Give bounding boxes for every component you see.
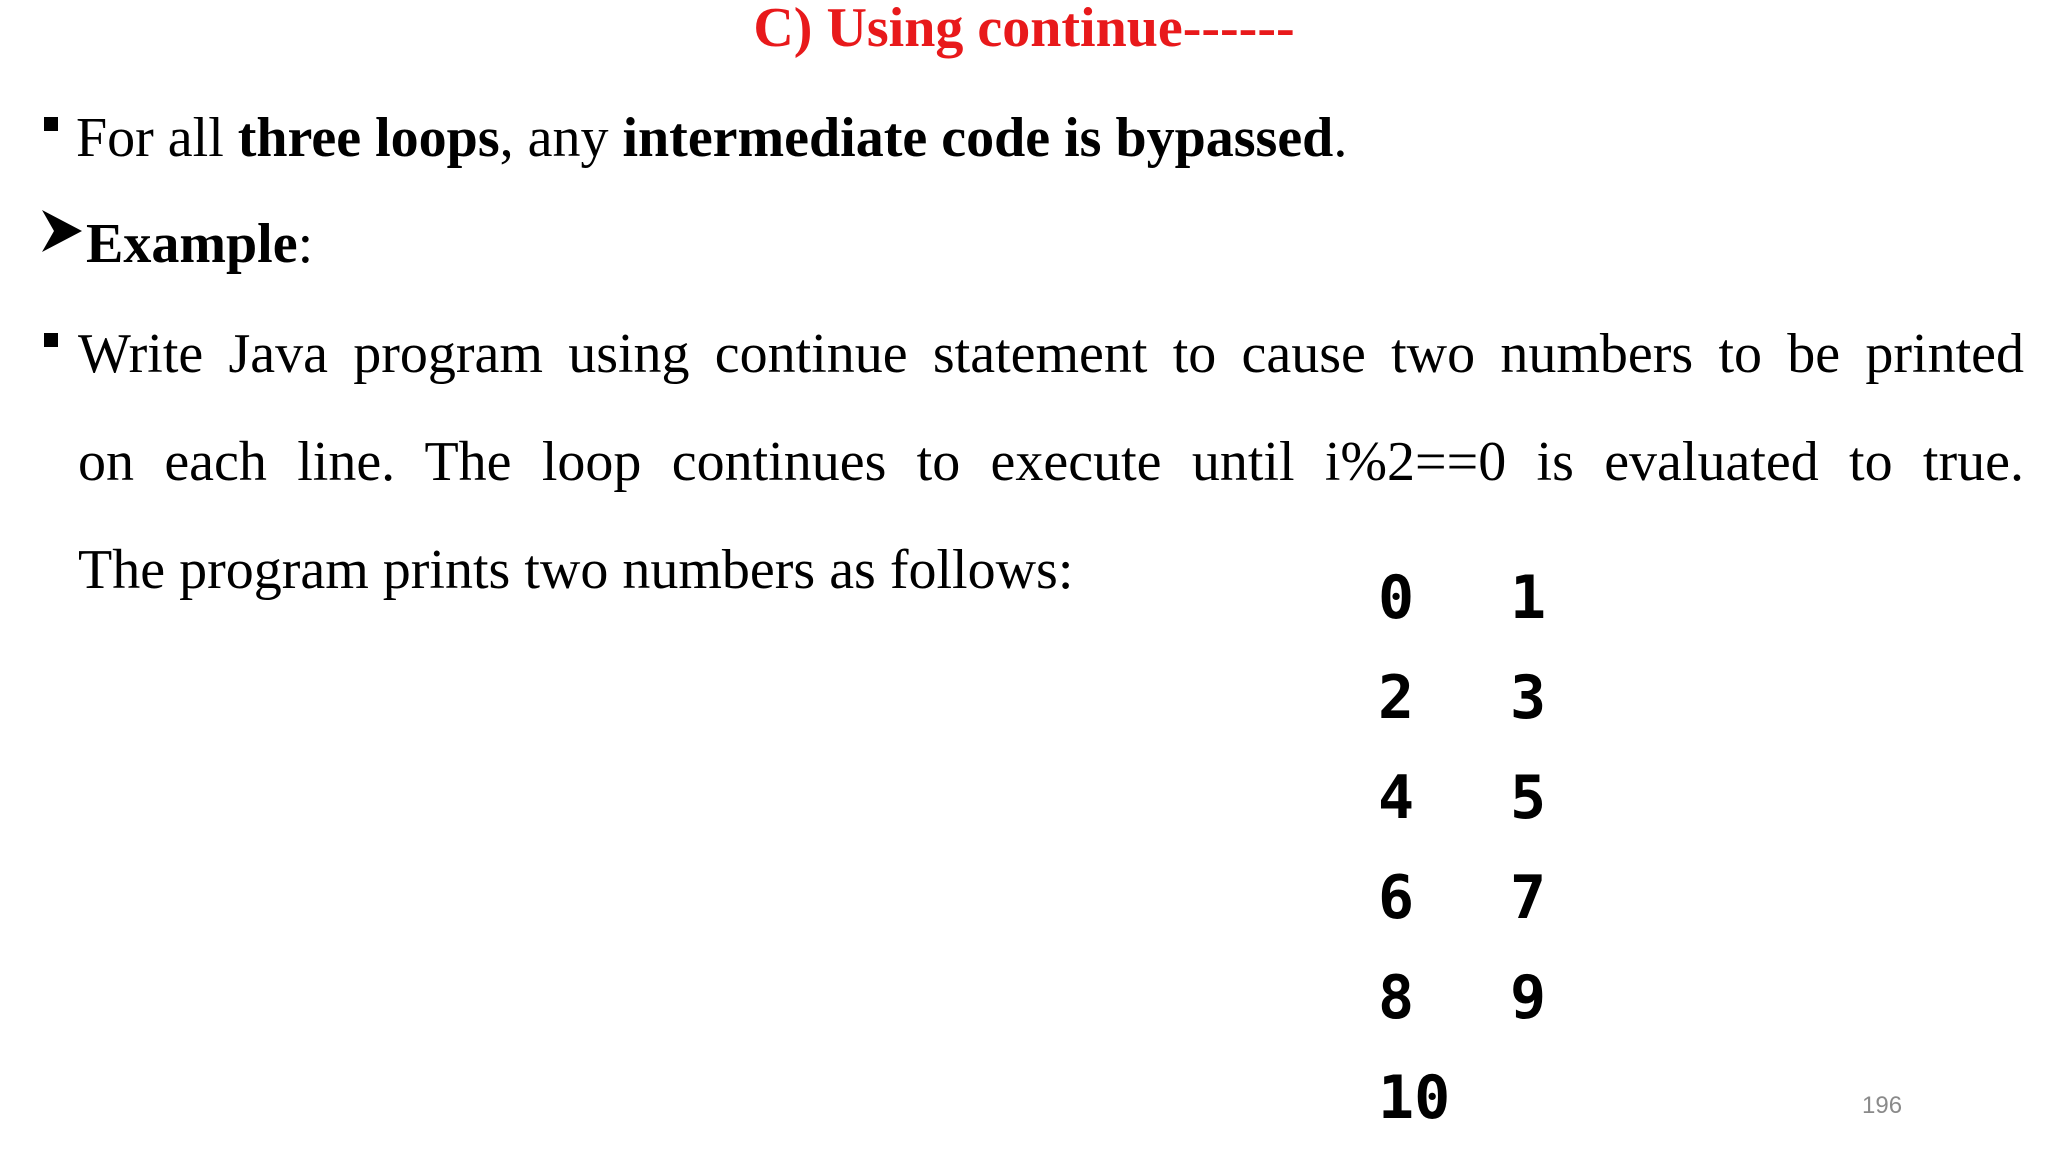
square-bullet-icon: [44, 333, 58, 347]
bullet-line-1: [76, 108, 1347, 168]
output-value: 9: [1510, 963, 1547, 1033]
arrow-bullet-icon: [40, 208, 84, 254]
bullet-1-mid: , any: [499, 107, 623, 169]
output-value: 7: [1510, 863, 1547, 933]
bullet-1-post: .: [1333, 107, 1348, 169]
output-value: 10: [1378, 1063, 1451, 1133]
output-value: 1: [1510, 563, 1547, 633]
output-value: 4: [1378, 763, 1415, 833]
output-value: 3: [1510, 663, 1547, 733]
bullet-2-line-3: The program prints two numbers as follows:: [78, 539, 1074, 601]
output-value: 8: [1378, 963, 1415, 1033]
example-heading: [86, 214, 313, 274]
bullet-2-line-1: Write Java program using continue statement to cause two numbers to be printed: [78, 323, 2024, 385]
bullet-1-bold-2: intermediate code is bypassed: [622, 107, 1334, 169]
output-value: 6: [1378, 863, 1415, 933]
bullet-1-pre: For all: [76, 107, 238, 169]
example-label: Example: [86, 213, 298, 275]
bullet-1-bold-1: three loops: [237, 107, 500, 169]
slide-title: C) Using continue------: [753, 0, 1295, 59]
page-number: 196: [1862, 1092, 1903, 1119]
square-bullet-icon: [44, 117, 58, 131]
bullet-2-line-2: on each line. The loop continues to execute until i%2==0 is evaluated to true.: [78, 431, 2024, 493]
output-value: 0: [1378, 563, 1415, 633]
output-value: 2: [1378, 663, 1415, 733]
output-value: 5: [1510, 763, 1547, 833]
example-colon: :: [297, 213, 314, 275]
